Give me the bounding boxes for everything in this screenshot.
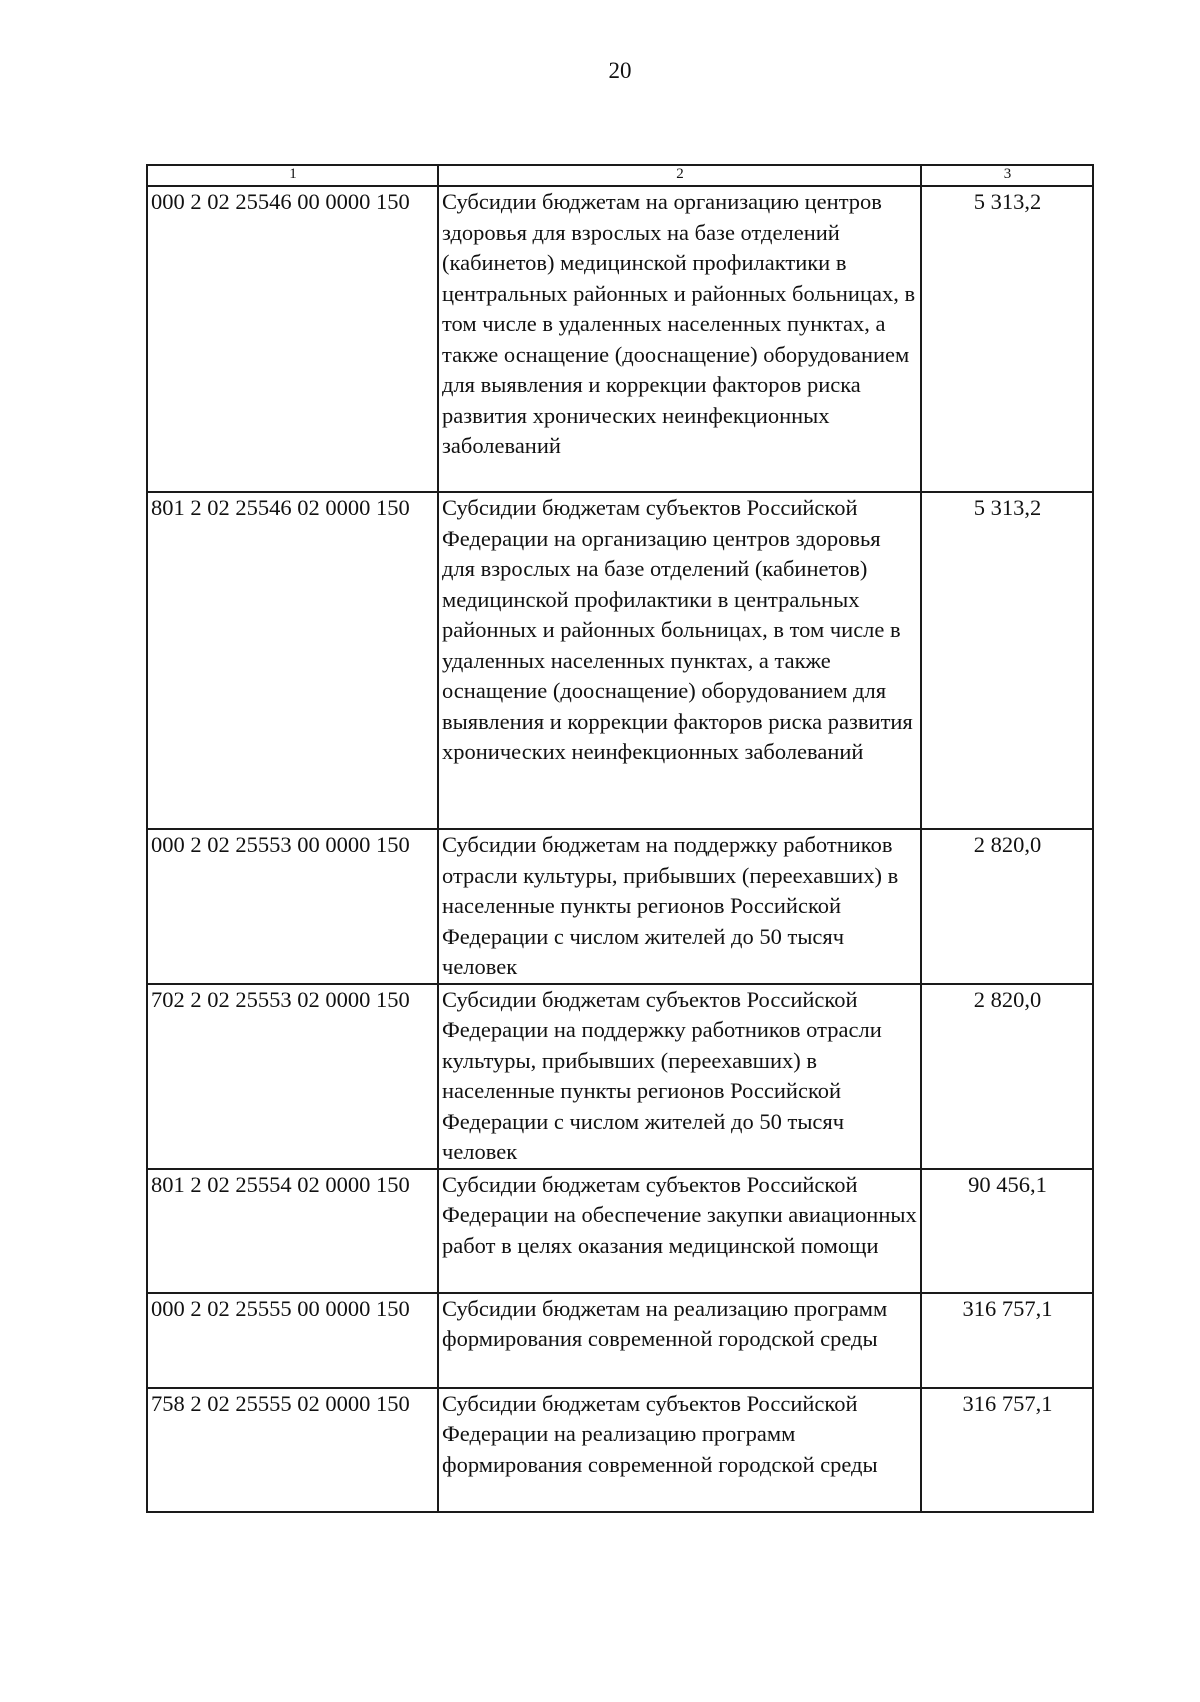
table-row: [147, 1169, 1093, 1293]
item-description: Субсидии бюджетам субъектов Российской Федерации на организацию центров здоровья для взрослых на базе отделений (кабинетов) медицинской профилактики в центральных районных и районных больницах, в том числе в удаленных населенных пунктах, а также оснащение (дооснащение) оборудованием для выявления и коррекции факторов риска развития хронических неинфекционных заболеваний: [438, 492, 921, 829]
item-description: Субсидии бюджетам на поддержку работников отрасли культуры, прибывших (переехавших) в населенные пункты регионов Российской Федерации с числом жителей до 50 тысяч человек: [438, 829, 921, 984]
table-row: [147, 186, 1093, 492]
budget-code: 758 2 02 25555 02 0000 150: [147, 1388, 438, 1512]
item-description: Субсидии бюджетам на организацию центров здоровья для взрослых на базе отделений (кабинетов) медицинской профилактики в центральных районных и районных больницах, в том числе в удаленных населенных пунктах, а также оснащение (дооснащение) оборудованием для выявления и коррекции факторов риска развития хронических неинфекционных заболеваний: [438, 186, 921, 492]
table-row: [147, 1388, 1093, 1512]
item-description: Субсидии бюджетам субъектов Российской Федерации на поддержку работников отрасли культуры, прибывших (переехавших) в населенные пункты регионов Российской Федерации с числом жителей до 50 тысяч человек: [438, 984, 921, 1169]
budget-table: [146, 164, 1094, 1513]
item-amount: 2 820,0: [921, 984, 1093, 1169]
table-row: [147, 829, 1093, 984]
item-description: Субсидии бюджетам на реализацию программ формирования современной городской среды: [438, 1293, 921, 1388]
column-header-1: 1: [147, 165, 438, 186]
table-header-row: [147, 165, 1093, 186]
budget-code: 801 2 02 25554 02 0000 150: [147, 1169, 438, 1293]
item-description: Субсидии бюджетам субъектов Российской Федерации на обеспечение закупки авиационных работ в целях оказания медицинской помощи: [438, 1169, 921, 1293]
item-amount: 90 456,1: [921, 1169, 1093, 1293]
column-header-2: 2: [438, 165, 921, 186]
item-amount: 316 757,1: [921, 1388, 1093, 1512]
budget-code: 702 2 02 25553 02 0000 150: [147, 984, 438, 1169]
budget-code: 000 2 02 25553 00 0000 150: [147, 829, 438, 984]
column-header-3: 3: [921, 165, 1093, 186]
item-amount: 2 820,0: [921, 829, 1093, 984]
budget-code: 000 2 02 25546 00 0000 150: [147, 186, 438, 492]
table-row: [147, 1293, 1093, 1388]
item-amount: 5 313,2: [921, 492, 1093, 829]
page-number: 20: [608, 58, 632, 83]
budget-code: 000 2 02 25555 00 0000 150: [147, 1293, 438, 1388]
table-row: [147, 492, 1093, 829]
budget-code: 801 2 02 25546 02 0000 150: [147, 492, 438, 829]
item-amount: 5 313,2: [921, 186, 1093, 492]
item-description: Субсидии бюджетам субъектов Российской Федерации на реализацию программ формирования современной городской среды: [438, 1388, 921, 1512]
item-amount: 316 757,1: [921, 1293, 1093, 1388]
table-row: [147, 984, 1093, 1169]
